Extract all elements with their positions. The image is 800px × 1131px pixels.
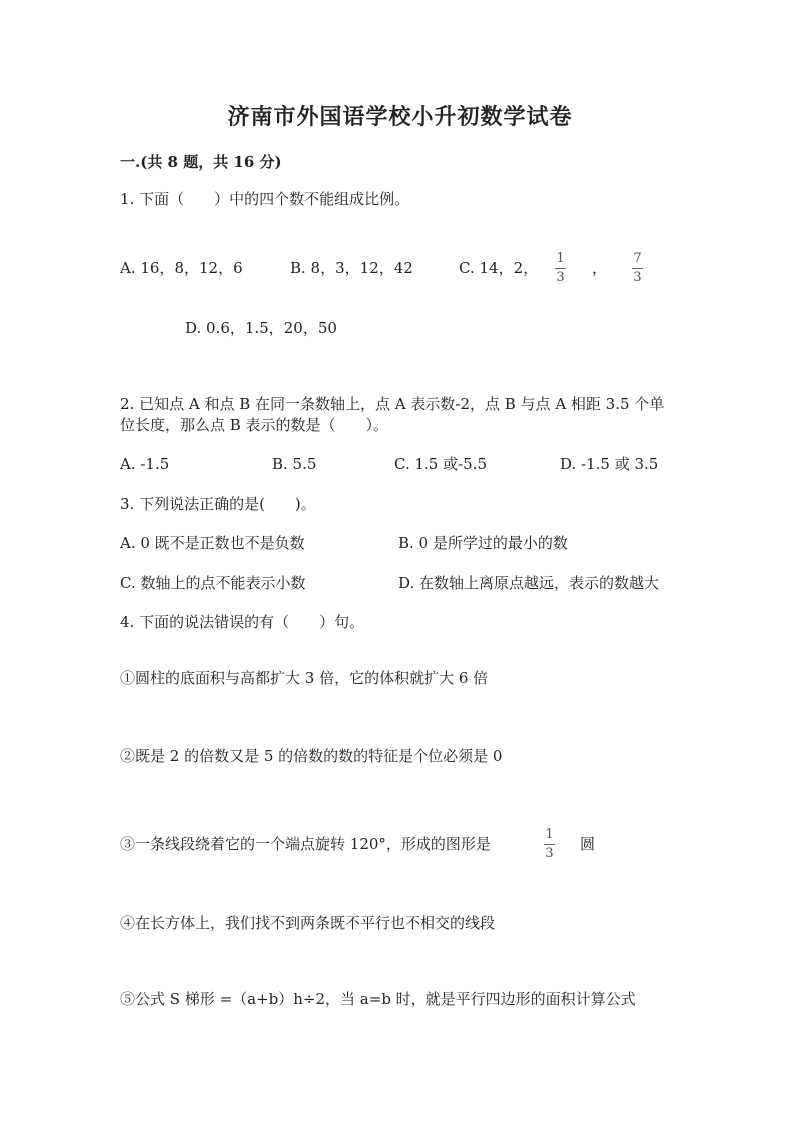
q1-fraction-seven-thirds bbox=[632, 252, 643, 285]
q1-option-b: B. 8，3，12，42 bbox=[290, 259, 413, 277]
page-title: 济南市外国语学校小升初数学试卷 bbox=[227, 104, 573, 130]
q1-fraction-one-third bbox=[555, 252, 566, 285]
q4-statement-1: ①圆柱的底面积与高都扩大 3 倍，它的体积就扩大 6 倍 bbox=[120, 669, 489, 687]
q4-statement-2: ②既是 2 的倍数又是 5 的倍数的数的特征是个位必须是 0 bbox=[120, 747, 503, 765]
q3-option-b: B. 0 是所学过的最小的数 bbox=[398, 534, 568, 552]
q3-option-a: A. 0 既不是正数也不是负数 bbox=[120, 534, 305, 552]
q2-option-a: A. -1.5 bbox=[120, 455, 170, 473]
q3-option-c: C. 数轴上的点不能表示小数 bbox=[120, 574, 306, 592]
question-3-stem: 3. 下列说法正确的是( )。 bbox=[120, 495, 316, 513]
q4-statement-4: ④在长方体上，我们找不到两条既不平行也不相交的线段 bbox=[120, 914, 496, 932]
q4-statement-3: ③一条线段绕着它的一个端点旋转 120°，形成的图形是 bbox=[120, 835, 491, 853]
fraction-denominator: 3 bbox=[556, 270, 565, 285]
question-2-stem-line1: 2. 已知点 A 和点 B 在同一条数轴上，点 A 表示数-2，点 B 与点 A 相距 3.5 个单 bbox=[120, 395, 665, 413]
q1-option-a: A. 16，8，12，6 bbox=[120, 259, 243, 277]
question-4-stem: 4. 下面的说法错误的有（ ）句。 bbox=[120, 613, 365, 631]
q4-fraction-one-third bbox=[544, 828, 555, 861]
q2-option-d: D. -1.5 或 3.5 bbox=[560, 455, 659, 473]
fraction-numerator: 1 bbox=[556, 251, 565, 266]
question-2-stem-line2: 位长度，那么点 B 表示的数是（ ）。 bbox=[120, 416, 389, 434]
q1-option-c-separator: ， bbox=[592, 259, 608, 277]
fraction-bar bbox=[544, 844, 555, 845]
fraction-bar bbox=[632, 268, 643, 269]
question-1-stem: 1. 下面（ ）中的四个数不能组成比例。 bbox=[120, 190, 410, 208]
q1-option-c: C. 14，2， bbox=[459, 259, 539, 277]
fraction-numerator: 7 bbox=[633, 251, 642, 266]
fraction-denominator: 3 bbox=[633, 270, 642, 285]
q1-option-d: D. 0.6，1.5，20，50 bbox=[185, 319, 337, 337]
fraction-bar bbox=[555, 268, 566, 269]
q4-statement-3-suffix: 圆 bbox=[580, 835, 596, 853]
fraction-numerator: 1 bbox=[545, 827, 554, 842]
q3-option-d: D. 在数轴上离原点越远，表示的数越大 bbox=[398, 574, 660, 592]
section-heading: 一.(共 8 题，共 16 分) bbox=[120, 153, 282, 171]
fraction-denominator: 3 bbox=[545, 846, 554, 861]
q2-option-b: B. 5.5 bbox=[272, 455, 317, 473]
q4-statement-5: ⑤公式 S 梯形 =（a+b）h÷2，当 a=b 时，就是平行四边形的面积计算公式 bbox=[120, 990, 636, 1008]
q2-option-c: C. 1.5 或-5.5 bbox=[394, 455, 488, 473]
